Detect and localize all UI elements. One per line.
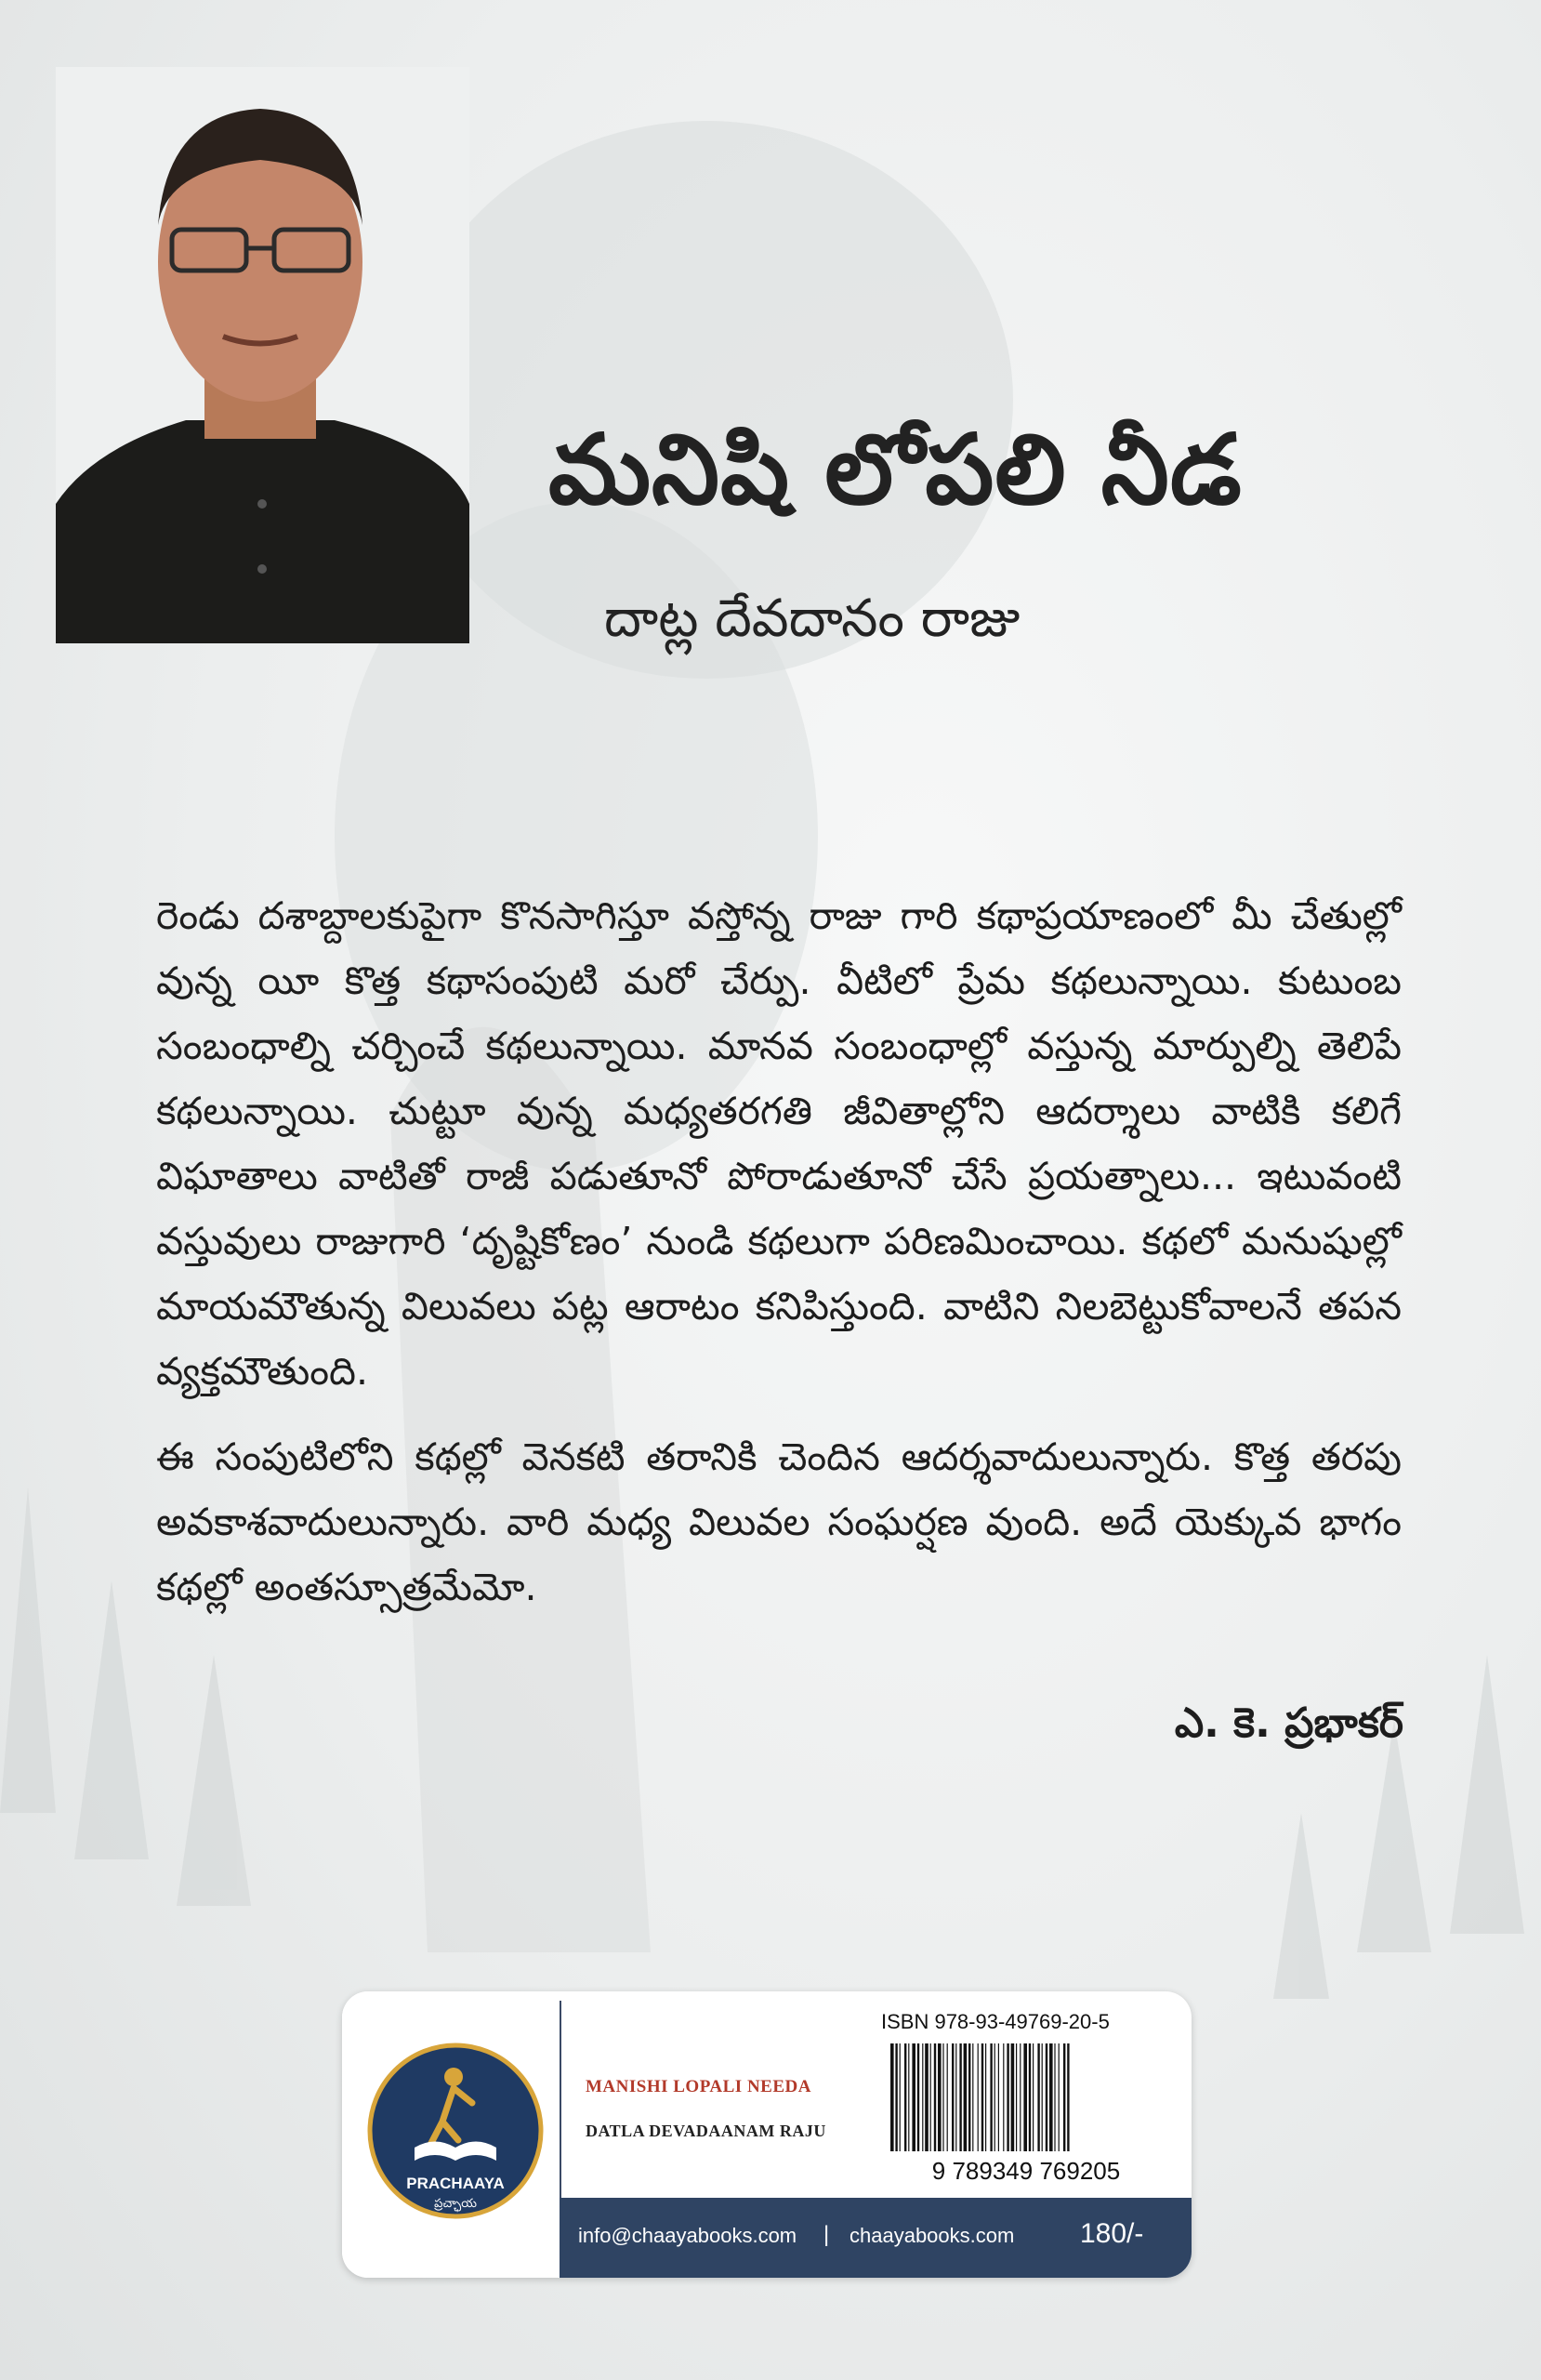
barcode-bar — [908, 2043, 909, 2151]
barcode-card — [342, 1991, 1192, 2278]
barcode-bar — [1067, 2043, 1069, 2151]
barcode-bar — [1011, 2043, 1015, 2151]
barcode-bar — [922, 2043, 923, 2151]
barcode-bar — [981, 2043, 983, 2151]
barcode-bar — [947, 2043, 948, 2151]
barcode-bar — [934, 2043, 936, 2151]
barcode-bar — [1063, 2043, 1065, 2151]
barcode-bar — [1020, 2043, 1021, 2151]
barcode-bar — [998, 2043, 999, 2151]
barcode-bar — [890, 2043, 894, 2151]
barcode-bar — [1037, 2043, 1039, 2151]
barcode-bar — [955, 2043, 956, 2151]
barcode-bar — [1007, 2043, 1008, 2151]
barcode-bar — [912, 2043, 915, 2151]
barcode-bar — [1016, 2043, 1017, 2151]
barcode-bar — [972, 2043, 973, 2151]
barcode-bar — [985, 2043, 986, 2151]
barcode-bar — [900, 2043, 901, 2151]
author-name-english: DATLA DEVADAANAM RAJU — [586, 2122, 826, 2140]
book-title-english: MANISHI LOPALI NEEDA — [586, 2077, 811, 2096]
blurb-signature: ఎ. కె. ప్రభాకర్ — [1174, 1699, 1403, 1747]
barcode-icon — [887, 2043, 1166, 2183]
book-price: 180/- — [1080, 2218, 1144, 2249]
barcode-bar — [1054, 2043, 1055, 2151]
book-title: మనిషి లోపలి నీడ — [548, 413, 1243, 526]
barcode-bar — [978, 2043, 979, 2151]
barcode-bar — [952, 2043, 954, 2151]
contact-separator: | — [823, 2222, 830, 2247]
barcode-bar — [938, 2043, 942, 2151]
publisher-contact-strip — [560, 2198, 1192, 2278]
barcode-bar — [925, 2043, 929, 2151]
barcode-bar — [895, 2043, 897, 2151]
author-name: దాట్ల దేవదానం రాజు — [604, 588, 1021, 649]
blurb-paragraph: ఈ సంపుటిలోని కథల్లో వెనకటి తరానికి చెందిన ఆదర్శవాదులున్నారు. కొత్త తరపు అవకాశవాదులున్నారు. వారి మధ్య విలువల సంఘర్షణ వుంది. అదే యెక్కువ భాగం కథల్లో అంతస్సూత్రమేమో. — [156, 1435, 1402, 1609]
barcode-bar — [1042, 2043, 1043, 2151]
barcode-bar — [968, 2043, 970, 2151]
logo-text: PRACHAAYA — [406, 2175, 505, 2192]
barcode-bar — [990, 2043, 992, 2151]
prachaaya-logo-icon — [342, 1991, 560, 2278]
barcode-bar — [964, 2043, 968, 2151]
barcode-bar — [1033, 2043, 1034, 2151]
barcode-bar — [1049, 2043, 1053, 2151]
logo-subtext: ప్రచ్ఛాయ — [434, 2197, 477, 2211]
barcode-digits: 9 789349 769205 — [931, 2157, 1121, 2183]
publisher-email[interactable]: info@chaayabooks.com — [578, 2224, 797, 2247]
barcode-bar — [904, 2043, 906, 2151]
blurb-paragraph: రెండు దశాబ్దాలకుపైగా కొనసాగిస్తూ వస్తోన్న రాజు గారి కథాప్రయాణంలో మీ చేతుల్లో వున్న యీ కొత్త కథాసంపుటి మరో చేర్పు. వీటిలో ప్రేమ కథలున్నాయి. కుటుంబ సంబంధాల్ని చర్చించే కథలున్నాయి. మానవ సంబంధాల్లో వస్తున్న మార్పుల్ని తెలిపే కథలున్నాయి. చుట్టూ వున్న మధ్యతరగతి జీవితాల్లోని ఆదర్శాలు వాటికి కలిగే విఘాతాలు వాటితో రాజీ పడుతూనో పోరాడుతూనో చేసే ప్రయత్నాలు... ఇటువంటి వస్తువులు రాజుగారి ‘దృష్టికోణం’ నుండి కథలుగా పరిణమించాయి. కథలో మనుషుల్లో మాయమౌతున్న విలువలు పట్ల ఆరాటం కనిపిస్తుంది. వాటిని నిలబెట్టుకోవాలనే తపన వ్యక్తమౌతుంది. — [156, 893, 1402, 1394]
publisher-logo — [342, 1991, 560, 2278]
barcode-bar — [1029, 2043, 1031, 2151]
barcode-bar — [1046, 2043, 1047, 2151]
barcode-bar — [1023, 2043, 1027, 2151]
barcode-bar — [1003, 2043, 1004, 2151]
isbn-number: ISBN 978-93-49769-20-5 — [881, 2010, 1110, 2033]
barcode-bar — [942, 2043, 943, 2151]
barcode-bar — [930, 2043, 931, 2151]
barcode-bar — [1059, 2043, 1060, 2151]
barcode-bar — [959, 2043, 961, 2151]
author-photo — [56, 67, 469, 643]
publisher-website[interactable]: chaayabooks.com — [850, 2224, 1015, 2247]
barcode-bar — [917, 2043, 919, 2151]
back-cover-blurb — [156, 883, 1402, 1640]
barcode-bar — [994, 2043, 995, 2151]
